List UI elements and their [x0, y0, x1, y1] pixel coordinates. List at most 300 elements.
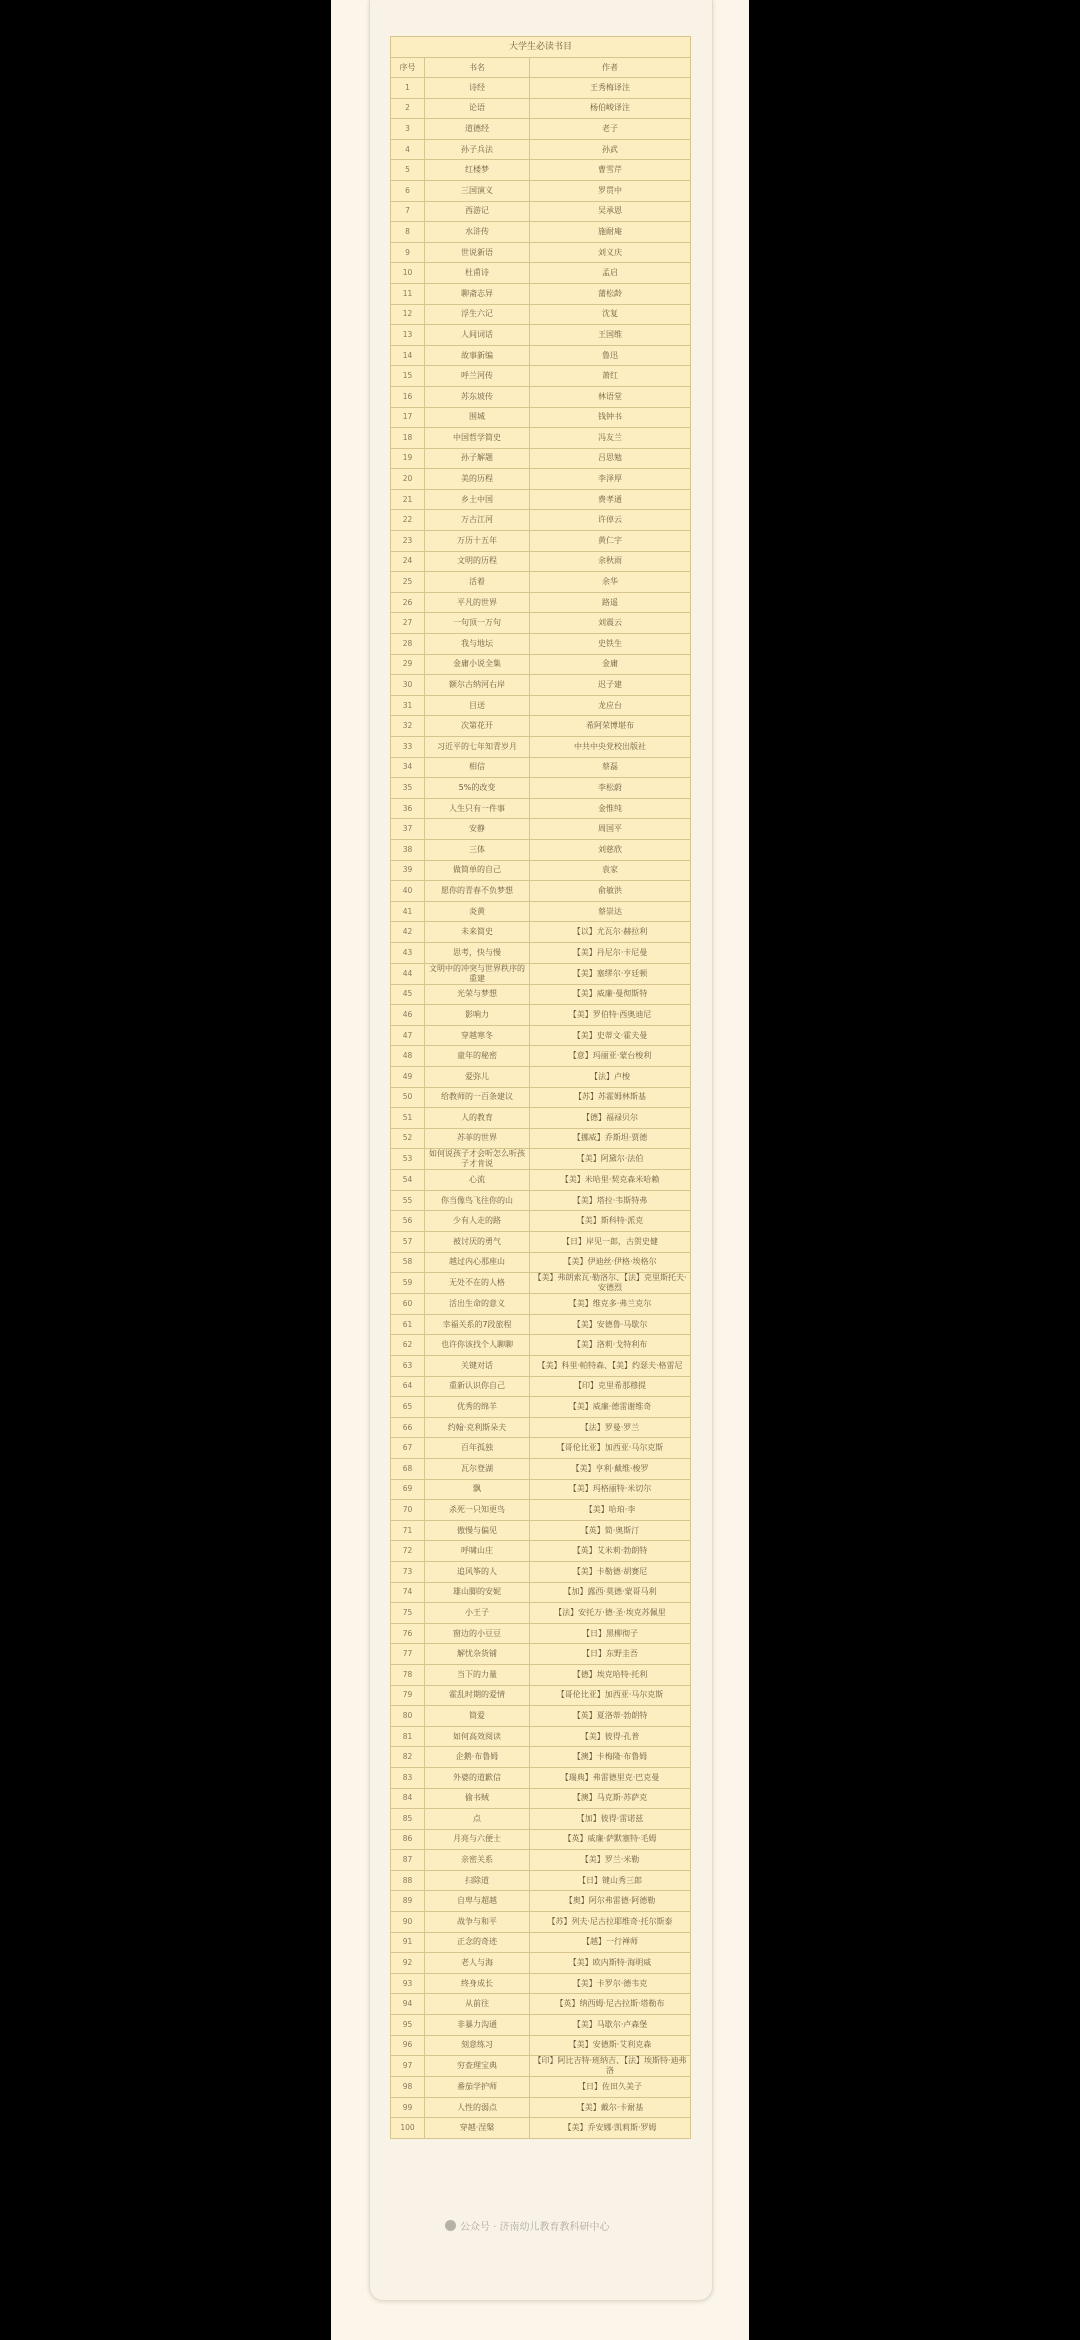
- cell-num: 10: [391, 263, 425, 284]
- cell-author: 刘震云: [530, 613, 691, 634]
- cell-num: 46: [391, 1005, 425, 1026]
- cell-num: 94: [391, 1994, 425, 2015]
- table-row: [391, 1273, 691, 1294]
- cell-author: 周国平: [530, 819, 691, 840]
- cell-title: 乡土中国: [425, 489, 530, 510]
- cell-num: 14: [391, 345, 425, 366]
- cell-num: 67: [391, 1438, 425, 1459]
- cell-num: 73: [391, 1561, 425, 1582]
- cell-title: 简爱: [425, 1706, 530, 1727]
- cell-author: 黄仁宇: [530, 531, 691, 552]
- watermark-text: 公众号 · 济南幼儿教育教科研中心: [460, 2221, 610, 2233]
- table-row: [391, 1376, 691, 1397]
- cell-num: 7: [391, 201, 425, 222]
- cell-num: 41: [391, 901, 425, 922]
- cell-num: 93: [391, 1973, 425, 1994]
- cell-title: 影响力: [425, 1005, 530, 1026]
- cell-author: 曹雪芹: [530, 160, 691, 181]
- table-row: [391, 819, 691, 840]
- cell-author: 孙武: [530, 139, 691, 160]
- cell-author: 施耐庵: [530, 222, 691, 243]
- table-row: [391, 1994, 691, 2015]
- cell-author: 【日】佐田久美子: [530, 2077, 691, 2098]
- cell-title: 也许你该找个人聊聊: [425, 1335, 530, 1356]
- cell-num: 97: [391, 2056, 425, 2077]
- table-row: [391, 757, 691, 778]
- cell-author: 【法】罗曼·罗兰: [530, 1417, 691, 1438]
- cell-author: 杨伯峻译注: [530, 98, 691, 119]
- cell-title: 愿你的青春不负梦想: [425, 881, 530, 902]
- cell-num: 63: [391, 1356, 425, 1377]
- cell-num: 1: [391, 78, 425, 99]
- table-row: [391, 304, 691, 325]
- table-row: [391, 510, 691, 531]
- cell-author: 【哥伦比亚】加西亚·马尔克斯: [530, 1438, 691, 1459]
- cell-num: 86: [391, 1829, 425, 1850]
- table-row: [391, 2077, 691, 2098]
- table-row: [391, 778, 691, 799]
- cell-num: 76: [391, 1623, 425, 1644]
- cell-title: 浮生六记: [425, 304, 530, 325]
- cell-title: 给教师的一百条建议: [425, 1087, 530, 1108]
- cell-title: 中国哲学简史: [425, 428, 530, 449]
- cell-num: 52: [391, 1128, 425, 1149]
- table-row: [391, 2097, 691, 2118]
- cell-author: 老子: [530, 119, 691, 140]
- table-row: [391, 1128, 691, 1149]
- table-row: [391, 345, 691, 366]
- cell-author: 【美】罗兰·米勒: [530, 1850, 691, 1871]
- cell-num: 12: [391, 304, 425, 325]
- cell-num: 47: [391, 1025, 425, 1046]
- cell-author: 李泽厚: [530, 469, 691, 490]
- cell-author: 【美】戴尔·卡耐基: [530, 2097, 691, 2118]
- cell-title: 习近平的七年知青岁月: [425, 737, 530, 758]
- cell-author: 余华: [530, 572, 691, 593]
- cell-num: 48: [391, 1046, 425, 1067]
- cell-author: 【印】克里希那穆提: [530, 1376, 691, 1397]
- cell-num: 71: [391, 1520, 425, 1541]
- cell-title: 故事新编: [425, 345, 530, 366]
- cell-num: 85: [391, 1809, 425, 1830]
- cell-title: 论语: [425, 98, 530, 119]
- table-body: [391, 78, 691, 2139]
- cell-title: 扫除道: [425, 1870, 530, 1891]
- cell-title: 霍乱时期的爱情: [425, 1685, 530, 1706]
- cell-title: 苏东坡传: [425, 386, 530, 407]
- cell-num: 5: [391, 160, 425, 181]
- cell-title: 追风筝的人: [425, 1561, 530, 1582]
- table-row: [391, 1087, 691, 1108]
- cell-title: 红楼梦: [425, 160, 530, 181]
- cell-num: 77: [391, 1644, 425, 1665]
- cell-num: 38: [391, 839, 425, 860]
- cell-author: 【德】福禄贝尔: [530, 1108, 691, 1129]
- cell-num: 83: [391, 1767, 425, 1788]
- cell-num: 33: [391, 737, 425, 758]
- cell-author: 【法】安托万·德·圣·埃克苏佩里: [530, 1603, 691, 1624]
- cell-author: 【美】安德斯·艾利克森: [530, 2035, 691, 2056]
- cell-num: 53: [391, 1149, 425, 1170]
- cell-num: 15: [391, 366, 425, 387]
- cell-author: 【加】彼得·雷诺兹: [530, 1809, 691, 1830]
- cell-num: 6: [391, 180, 425, 201]
- table-row: [391, 1603, 691, 1624]
- cell-title: 水浒传: [425, 222, 530, 243]
- cell-author: 俞敏洪: [530, 881, 691, 902]
- cell-title: 老人与海: [425, 1953, 530, 1974]
- table-row: [391, 1190, 691, 1211]
- cell-title: 点: [425, 1809, 530, 1830]
- cell-title: 5%的改变: [425, 778, 530, 799]
- cell-title: 活出生命的意义: [425, 1294, 530, 1315]
- cell-title: 万历十五年: [425, 531, 530, 552]
- cell-num: 72: [391, 1541, 425, 1562]
- cell-author: 【英】纳西姆·尼古拉斯·塔勒布: [530, 1994, 691, 2015]
- cell-author: 【挪威】乔斯坦·贾德: [530, 1128, 691, 1149]
- cell-author: 迟子建: [530, 675, 691, 696]
- cell-num: 80: [391, 1706, 425, 1727]
- table-caption: 大学生必读书目: [390, 36, 691, 57]
- cell-num: 37: [391, 819, 425, 840]
- table-row: [391, 386, 691, 407]
- cell-author: 【美】哈珀·李: [530, 1500, 691, 1521]
- cell-title: 从前往: [425, 1994, 530, 2015]
- cell-author: 李松蔚: [530, 778, 691, 799]
- cell-title: 幸福关系的7段旅程: [425, 1314, 530, 1335]
- cell-author: 【澳】马克斯·苏萨克: [530, 1788, 691, 1809]
- cell-author: 鲁迅: [530, 345, 691, 366]
- cell-title: 目送: [425, 695, 530, 716]
- table-row: [391, 654, 691, 675]
- cell-author: 刘义庆: [530, 242, 691, 263]
- cell-title: 无处不在的人格: [425, 1273, 530, 1294]
- cell-num: 20: [391, 469, 425, 490]
- table-row: [391, 1932, 691, 1953]
- cell-title: 被讨厌的勇气: [425, 1232, 530, 1253]
- cell-title: 终身成长: [425, 1973, 530, 1994]
- table-row: [391, 1644, 691, 1665]
- cell-title: 光荣与梦想: [425, 984, 530, 1005]
- cell-title: 穿越寒冬: [425, 1025, 530, 1046]
- cell-title: 瓦尔登湖: [425, 1459, 530, 1480]
- cell-author: 【奥】阿尔弗雷德·阿德勒: [530, 1891, 691, 1912]
- cell-author: 【美】科里·帕特森、【美】约瑟夫·格雷尼: [530, 1356, 691, 1377]
- table-row: [391, 1335, 691, 1356]
- cell-title: 穿越·涅槃: [425, 2118, 530, 2139]
- table-row: [391, 1850, 691, 1871]
- cell-num: 22: [391, 510, 425, 531]
- table-row: [391, 716, 691, 737]
- cell-num: 56: [391, 1211, 425, 1232]
- cell-title: 次第花开: [425, 716, 530, 737]
- cell-num: 90: [391, 1912, 425, 1933]
- table-row: [391, 963, 691, 984]
- cell-num: 32: [391, 716, 425, 737]
- table-row: [391, 1706, 691, 1727]
- cell-author: 【印】阿比吉特·班纳吉、【法】埃斯特·迪弗洛: [530, 2056, 691, 2077]
- cell-title: 呼啸山庄: [425, 1541, 530, 1562]
- table-row: [391, 1726, 691, 1747]
- cell-author: 【美】彼得·孔普: [530, 1726, 691, 1747]
- table-row: [391, 881, 691, 902]
- table-row: [391, 1891, 691, 1912]
- cell-num: 43: [391, 942, 425, 963]
- table-row: [391, 901, 691, 922]
- cell-title: 相信: [425, 757, 530, 778]
- cell-title: 西游记: [425, 201, 530, 222]
- table-row: [391, 160, 691, 181]
- cell-author: 王秀梅译注: [530, 78, 691, 99]
- cell-num: 82: [391, 1747, 425, 1768]
- cell-author: 【日】键山秀三郎: [530, 1870, 691, 1891]
- cell-num: 25: [391, 572, 425, 593]
- table-row: [391, 1108, 691, 1129]
- cell-num: 36: [391, 798, 425, 819]
- cell-num: 79: [391, 1685, 425, 1706]
- cell-title: 关键对话: [425, 1356, 530, 1377]
- cell-author: 余秋雨: [530, 551, 691, 572]
- cell-title: 聊斋志异: [425, 283, 530, 304]
- cell-num: 68: [391, 1459, 425, 1480]
- cell-title: 爱弥儿: [425, 1066, 530, 1087]
- cell-title: 窗边的小豆豆: [425, 1623, 530, 1644]
- table-row: [391, 1356, 691, 1377]
- cell-title: 思考，快与慢: [425, 942, 530, 963]
- cell-num: 61: [391, 1314, 425, 1335]
- table-row: [391, 119, 691, 140]
- cell-title: 杜甫诗: [425, 263, 530, 284]
- table-row: [391, 634, 691, 655]
- cell-num: 65: [391, 1397, 425, 1418]
- cell-num: 89: [391, 1891, 425, 1912]
- table-row: [391, 1252, 691, 1273]
- cell-title: 文明中的冲突与世界秩序的重建: [425, 963, 530, 984]
- cell-author: 【加】露西·莫德·蒙哥马利: [530, 1582, 691, 1603]
- cell-author: 【美】卡罗尔·德韦克: [530, 1973, 691, 1994]
- cell-title: 如何高效阅读: [425, 1726, 530, 1747]
- table-row: [391, 1149, 691, 1170]
- cell-author: 刘慈欣: [530, 839, 691, 860]
- cell-author: 【美】维克多·弗兰克尔: [530, 1294, 691, 1315]
- cell-title: 你当像鸟飞往你的山: [425, 1190, 530, 1211]
- cell-title: 解忧杂货铺: [425, 1644, 530, 1665]
- cell-title: 诗经: [425, 78, 530, 99]
- cell-author: 【美】塔拉·韦斯特弗: [530, 1190, 691, 1211]
- table-row: [391, 263, 691, 284]
- cell-num: 26: [391, 592, 425, 613]
- cell-author: 【美】罗伯特·西奥迪尼: [530, 1005, 691, 1026]
- table-row: [391, 428, 691, 449]
- cell-author: 冯友兰: [530, 428, 691, 449]
- header-title: 书名: [425, 58, 530, 78]
- table-row: [391, 139, 691, 160]
- cell-title: 百年孤独: [425, 1438, 530, 1459]
- cell-author: 蔡崇达: [530, 901, 691, 922]
- cell-title: 偷书贼: [425, 1788, 530, 1809]
- cell-title: 外婆的道歉信: [425, 1767, 530, 1788]
- cell-author: 【日】东野圭吾: [530, 1644, 691, 1665]
- cell-author: 【英】简·奥斯汀: [530, 1520, 691, 1541]
- table-row: [391, 798, 691, 819]
- table-row: [391, 2056, 691, 2077]
- cell-num: 78: [391, 1664, 425, 1685]
- cell-author: 史铁生: [530, 634, 691, 655]
- cell-title: 金庸小说全集: [425, 654, 530, 675]
- cell-author: 龙应台: [530, 695, 691, 716]
- cell-author: 王国维: [530, 325, 691, 346]
- cell-title: 世说新语: [425, 242, 530, 263]
- cell-author: 【哥伦比亚】加西亚·马尔克斯: [530, 1685, 691, 1706]
- cell-author: 【美】阿黛尔·法伯: [530, 1149, 691, 1170]
- cell-title: 穷查理宝典: [425, 2056, 530, 2077]
- cell-title: 杀死一只知更鸟: [425, 1500, 530, 1521]
- cell-num: 8: [391, 222, 425, 243]
- cell-title: 如何说孩子才会听怎么听孩子才肯说: [425, 1149, 530, 1170]
- table-row: [391, 222, 691, 243]
- cell-author: 吴承恩: [530, 201, 691, 222]
- cell-author: 【美】安德鲁·马歇尔: [530, 1314, 691, 1335]
- cell-author: 蔡磊: [530, 757, 691, 778]
- cell-author: 【以】尤瓦尔·赫拉利: [530, 922, 691, 943]
- table-row: [391, 839, 691, 860]
- table-row: [391, 1294, 691, 1315]
- table-row: [391, 98, 691, 119]
- cell-title: 人间词话: [425, 325, 530, 346]
- table-row: [391, 448, 691, 469]
- cell-title: 人的教育: [425, 1108, 530, 1129]
- table-row: [391, 1664, 691, 1685]
- cell-num: 84: [391, 1788, 425, 1809]
- table-row: [391, 1005, 691, 1026]
- cell-num: 27: [391, 613, 425, 634]
- cell-title: 孙子解题: [425, 448, 530, 469]
- table-row: [391, 942, 691, 963]
- cell-author: 【美】乔安娜·凯莉斯·罗姆: [530, 2118, 691, 2139]
- cell-num: 51: [391, 1108, 425, 1129]
- table-row: [391, 1767, 691, 1788]
- cell-num: 75: [391, 1603, 425, 1624]
- cell-author: 孟启: [530, 263, 691, 284]
- cell-author: 【美】米哈里·契克森米哈赖: [530, 1170, 691, 1191]
- cell-num: 95: [391, 2015, 425, 2036]
- table-row: [391, 1829, 691, 1850]
- cell-num: 16: [391, 386, 425, 407]
- cell-title: 额尔古纳河右岸: [425, 675, 530, 696]
- cell-num: 42: [391, 922, 425, 943]
- cell-title: 约翰·克利斯朵夫: [425, 1417, 530, 1438]
- cell-author: 【美】塞缪尔·亨廷顿: [530, 963, 691, 984]
- cell-num: 3: [391, 119, 425, 140]
- cell-title: 企鹅·布鲁姆: [425, 1747, 530, 1768]
- cell-author: 【日】岸见一郎，古贺史健: [530, 1232, 691, 1253]
- cell-title: 少有人走的路: [425, 1211, 530, 1232]
- table-row: [391, 860, 691, 881]
- cell-num: 34: [391, 757, 425, 778]
- cell-num: 29: [391, 654, 425, 675]
- cell-author: 沈复: [530, 304, 691, 325]
- cell-title: 小王子: [425, 1603, 530, 1624]
- cell-author: 金惟纯: [530, 798, 691, 819]
- cell-title: 孙子兵法: [425, 139, 530, 160]
- cell-title: 做简单的自己: [425, 860, 530, 881]
- cell-num: 17: [391, 407, 425, 428]
- cell-author: 【英】艾米莉·勃朗特: [530, 1541, 691, 1562]
- cell-title: 月亮与六便士: [425, 1829, 530, 1850]
- cell-num: 40: [391, 881, 425, 902]
- cell-title: 活着: [425, 572, 530, 593]
- cell-author: 【越】一行禅师: [530, 1932, 691, 1953]
- cell-num: 24: [391, 551, 425, 572]
- table-row: [391, 1685, 691, 1706]
- table-row: [391, 1623, 691, 1644]
- table-row: [391, 675, 691, 696]
- cell-title: 人生只有一件事: [425, 798, 530, 819]
- cell-author: 吕思勉: [530, 448, 691, 469]
- table-row: [391, 1211, 691, 1232]
- cell-title: 炎黄: [425, 901, 530, 922]
- table-row: [391, 1438, 691, 1459]
- cell-author: 蒲松龄: [530, 283, 691, 304]
- cell-num: 4: [391, 139, 425, 160]
- cell-num: 21: [391, 489, 425, 510]
- header-num: 序号: [391, 58, 425, 78]
- cell-title: 非暴力沟通: [425, 2015, 530, 2036]
- table-row: [391, 201, 691, 222]
- cell-author: 罗贯中: [530, 180, 691, 201]
- table-row: [391, 2118, 691, 2139]
- cell-title: 亲密关系: [425, 1850, 530, 1871]
- cell-num: 99: [391, 2097, 425, 2118]
- cell-num: 59: [391, 1273, 425, 1294]
- table-row: [391, 1479, 691, 1500]
- cell-num: 23: [391, 531, 425, 552]
- table-row: [391, 1561, 691, 1582]
- table-row: [391, 1066, 691, 1087]
- cell-author: 【美】玛格丽特·米切尔: [530, 1479, 691, 1500]
- cell-num: 11: [391, 283, 425, 304]
- cell-num: 50: [391, 1087, 425, 1108]
- cell-author: 【苏】列夫·尼古拉耶维奇·托尔斯泰: [530, 1912, 691, 1933]
- cell-num: 54: [391, 1170, 425, 1191]
- table-row: [391, 695, 691, 716]
- cell-author: 【美】威廉·曼彻斯特: [530, 984, 691, 1005]
- cell-author: 【美】史蒂文·霍夫曼: [530, 1025, 691, 1046]
- cell-title: 刻意练习: [425, 2035, 530, 2056]
- cell-title: 一句顶一万句: [425, 613, 530, 634]
- cell-num: 57: [391, 1232, 425, 1253]
- cell-title: 道德经: [425, 119, 530, 140]
- cell-author: 希阿荣博堪布: [530, 716, 691, 737]
- cell-author: 【德】埃克哈特·托利: [530, 1664, 691, 1685]
- cell-num: 19: [391, 448, 425, 469]
- table-row: [391, 1809, 691, 1830]
- table-row: [391, 1025, 691, 1046]
- table-row: [391, 1973, 691, 1994]
- cell-author: 费孝通: [530, 489, 691, 510]
- cell-num: 87: [391, 1850, 425, 1871]
- table-row: [391, 1582, 691, 1603]
- table-row: [391, 366, 691, 387]
- table-row: [391, 1397, 691, 1418]
- cell-author: 【瑞典】弗雷德里克·巴克曼: [530, 1767, 691, 1788]
- cell-title: 正念的奇迹: [425, 1932, 530, 1953]
- table-row: [391, 1170, 691, 1191]
- cell-author: 萧红: [530, 366, 691, 387]
- table-header-row: [391, 58, 691, 78]
- cell-author: 【英】威廉·萨默塞特·毛姆: [530, 1829, 691, 1850]
- cell-title: 雄山脚的安妮: [425, 1582, 530, 1603]
